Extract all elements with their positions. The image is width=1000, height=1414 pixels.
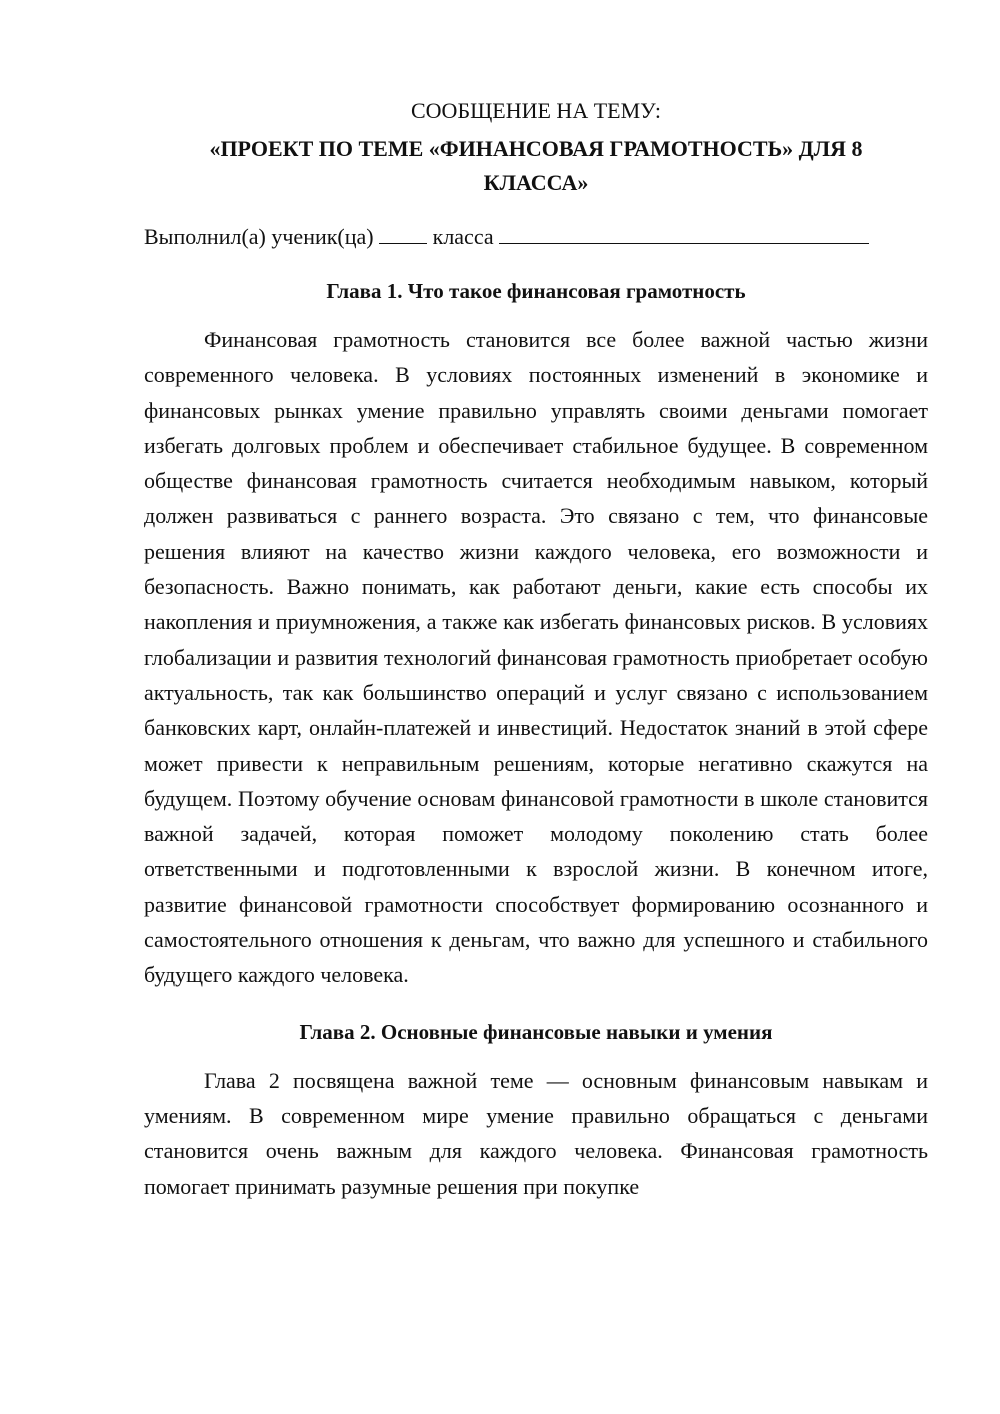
chapter-1-heading: Глава 1. Что такое финансовая грамотность	[326, 279, 746, 303]
document-title: «ПРОЕКТ ПО ТЕМЕ «ФИНАНСОВАЯ ГРАМОТНОСТЬ» ДЛЯ 8 КЛАССА»	[209, 136, 863, 195]
document-header: СООБЩЕНИЕ НА ТЕМУ:	[411, 98, 661, 123]
grade-blank-field	[379, 221, 427, 244]
chapter-2-heading: Глава 2. Основные финансовые навыки и умения	[299, 1019, 773, 1044]
author-line	[144, 220, 928, 254]
author-class-label: класса	[432, 224, 494, 249]
chapter-1-paragraph: Финансовая грамотность становится все более важной частью жизни современного человека. В условиях постоянных изменений в экономике и финансовых рынках умение правильно управлять своими деньгами помогает избегать долговых проблем и обеспечивает стабильное будущее. В современном обществе финансовая грамотность считается необходимым навыком, который должен развиваться с раннего возраста. Это связано с тем, что финансовые решения влияют на качество жизни каждого человека, его возможности и безопасность. Важно понимать, как работают деньги, какие есть способы их накопления и приумножения, а также как избегать финансовых рисков. В условиях глобализации и развития технологий финансовая грамотность приобретает особую актуальность, так как большинство операций и услуг связано с использованием банковских карт, онлайн-платежей и инвестиций. Недостаток знаний в этой сфере может привести к неправильным решениям, которые негативно скажутся на будущем. Поэтому обучение основам финансовой грамотности в школе становится важной задачей, которая поможет молодому поколению стать более ответственными и подготовленными к взрослой жизни. В конечном итоге, развитие финансовой грамотности способствует формированию осознанного и самостоятельного отношения к деньгам, что важно для успешного и стабильного будущего каждого человека.	[144, 327, 928, 988]
chapter-2-paragraph: Глава 2 посвящена важной теме — основным финансовым навыкам и умениям. В современном мире умение правильно обращаться с деньгами становится очень важным для каждого человека. Финансовая грамотность помогает принимать разумные решения при покупке	[144, 1067, 928, 1199]
name-blank-field	[499, 221, 869, 244]
document-page	[144, 94, 928, 1204]
author-prefix: Выполнил(а) ученик(ца)	[144, 224, 374, 249]
